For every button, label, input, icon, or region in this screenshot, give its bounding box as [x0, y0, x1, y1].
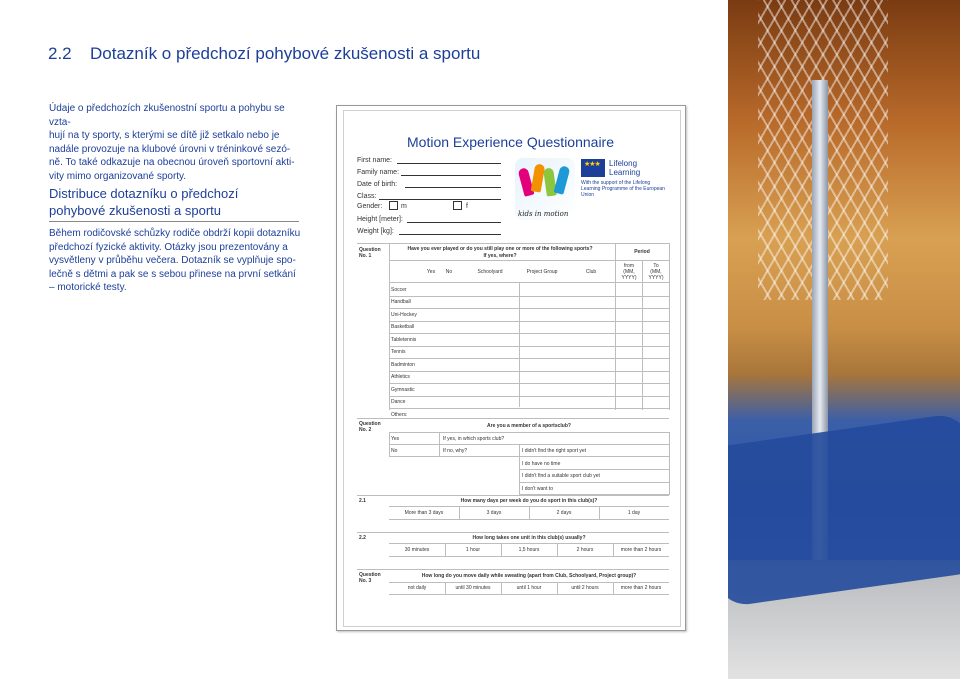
col-club: Club [585, 269, 597, 275]
section-heading [49, 186, 299, 222]
q21-label: 2.1 [359, 498, 366, 504]
field-label: Date of birth: [357, 181, 398, 188]
height-field [357, 216, 403, 223]
table-rule [389, 308, 669, 309]
table-rule [669, 243, 670, 410]
intro-line: nadále provozuje na klubové úrovni v tréninkové sezó- [49, 143, 291, 155]
questionnaire-title: Motion Experience Questionnaire [407, 134, 615, 150]
family-name-line[interactable] [401, 175, 501, 176]
col-from: from (MM, YYYY) [621, 263, 637, 281]
answer-option[interactable]: 30 minutes [404, 547, 430, 553]
questionnaire-sheet [336, 105, 686, 631]
lifelong-support-text: With the support of the Lifelong Learning Programme of the European Union [581, 180, 665, 198]
table-rule [389, 582, 669, 583]
q2-question: Are you a member of a sportsclub? [487, 423, 571, 429]
answer-option[interactable]: More than 3 days [404, 510, 444, 516]
section-body [49, 227, 301, 295]
intro-line: Údaje o předchozích zkušenostní sportu a pohybu se vzta- [49, 103, 285, 128]
sport-row-label: Basketball [391, 324, 415, 330]
answer-option[interactable]: more than 2 hours [620, 585, 662, 591]
answer-option[interactable]: 3 days [486, 510, 502, 516]
body-line: – motorické testy. [49, 282, 127, 294]
table-rule [389, 594, 669, 595]
table-rule [613, 582, 614, 594]
body-line: předchozí fyzické aktivity. Otázky jsou prezentovány a [49, 241, 288, 253]
sport-row-label: Badminton [391, 361, 415, 368]
sport-row-label: Dance [391, 399, 406, 405]
date-of-birth-line[interactable] [405, 187, 501, 188]
table-rule [389, 333, 669, 334]
table-rule [389, 371, 669, 372]
gender-m-label: m [401, 203, 407, 210]
q22-label: 2.2 [359, 535, 366, 541]
table-rule [501, 544, 502, 556]
q21-question: How many days per week do you do sport in this club(s)? [460, 498, 598, 504]
kids-in-motion-logo [515, 158, 575, 220]
first-name-field [357, 157, 392, 164]
sport-row-label: Soccer [391, 286, 407, 293]
col-no: No [445, 269, 453, 275]
figure-orange [531, 163, 546, 192]
q2-reason: I didn't find the right sport yet [522, 448, 587, 454]
gender-m-checkbox[interactable] [389, 201, 398, 210]
table-rule [599, 507, 600, 519]
answer-option[interactable]: until 2 hours [571, 585, 599, 591]
q2-no-text: If no, why? [443, 448, 468, 454]
sport-row-label: Athletics [391, 374, 410, 380]
lifelong-line: Lifelong [609, 159, 638, 168]
table-rule [357, 495, 669, 496]
answer-option[interactable]: until 30 minutes [455, 585, 491, 591]
q1-label-line1: Question [359, 247, 381, 253]
body-line: lečně s dětmi a pak se s sebou přinese na první setkání [49, 268, 296, 280]
sport-row-label: Others: [391, 411, 408, 418]
logo-caption: kids in motion [518, 210, 569, 218]
field-label: Gender: [357, 203, 383, 210]
table-rule [389, 519, 669, 520]
body-line: Během rodičovské schůzky rodiče obdrží kopii dotazníku [49, 228, 301, 239]
first-name-line[interactable] [397, 163, 501, 164]
q2-no: No [391, 448, 398, 454]
table-rule [519, 469, 669, 470]
table-rule [389, 556, 669, 557]
col-project-group: Project Group [526, 269, 558, 275]
table-rule [389, 358, 669, 359]
table-rule [389, 543, 669, 544]
table-rule [389, 432, 669, 433]
table-rule [389, 383, 669, 384]
weight-field [357, 228, 394, 235]
answer-option[interactable]: more than 2 hours [620, 547, 662, 553]
col-schoolyard: Schoolyard [477, 269, 503, 275]
q1-period-header: Period [634, 249, 650, 255]
answer-option[interactable]: not daily [407, 585, 427, 591]
intro-paragraph [49, 102, 301, 184]
q2-label-line2: No. 2 [359, 427, 372, 433]
q2-reason: I do have no time [522, 461, 561, 467]
class-line[interactable] [379, 199, 501, 200]
q3-question: How long do you move daily while sweating (apart from Club, Schoolyard, Project group)? [421, 573, 637, 579]
sport-row-label: Tabletennis [391, 336, 417, 343]
q22-question: How long takes one unit in this club(s) usually? [472, 535, 586, 541]
field-label: Weight [kg]: [357, 228, 394, 235]
answer-option[interactable]: 1 hour [465, 547, 481, 553]
heading-line: Distribuce dotazníku o předchozí [49, 186, 239, 201]
table-rule [439, 432, 440, 457]
table-rule [529, 507, 530, 519]
table-rule [445, 544, 446, 556]
gender-f-checkbox[interactable] [453, 201, 462, 210]
section-title: Dotazník o předchozí pohybové zkušenosti a sportu [90, 44, 481, 63]
table-rule [389, 243, 390, 410]
gender-field [357, 203, 468, 210]
family-name-field [357, 169, 399, 176]
table-rule [389, 444, 669, 445]
answer-option[interactable]: 2 days [556, 510, 572, 516]
eu-flag-icon: ★★★ [581, 159, 605, 177]
sport-row-label: Tennis [391, 349, 406, 355]
sport-row-label: Uni-Hockey [391, 311, 417, 318]
q2-reason: I didn't find a suitable sport club yet [522, 473, 600, 479]
table-rule [501, 582, 502, 594]
lifelong-line: Learning [609, 168, 641, 177]
table-rule [389, 456, 669, 457]
section-number: 2.2 [48, 44, 72, 63]
table-rule [389, 260, 669, 261]
q2-yes-text: If yes, in which sports club? [443, 436, 505, 442]
table-rule [519, 482, 669, 483]
sports-hall-photo [728, 0, 960, 679]
sport-row-label: Gymnastic [391, 386, 415, 393]
blue-mat [728, 412, 960, 608]
answer-option[interactable]: 2 hours [576, 547, 594, 553]
answer-option[interactable]: 1,5 hours [518, 547, 540, 553]
col-to: To (MM, YYYY) [648, 263, 664, 281]
figure-blue [554, 165, 571, 195]
q2-yes: Yes [391, 436, 400, 442]
table-rule [389, 408, 669, 409]
field-label: Height [meter]: [357, 216, 403, 223]
table-rule [357, 532, 669, 533]
lifelong-learning-title [609, 159, 640, 177]
q1-label-line2: No. 1 [359, 253, 372, 259]
answer-option[interactable]: until 1 hour [516, 585, 542, 591]
table-rule [459, 507, 460, 519]
q2-reason: I don't want to [522, 486, 553, 492]
table-rule [557, 544, 558, 556]
table-rule [389, 396, 669, 397]
field-label: First name: [357, 157, 393, 164]
table-rule [389, 346, 669, 347]
weight-line[interactable] [399, 234, 501, 235]
sport-row-label: Handball [391, 299, 411, 305]
date-of-birth-field [357, 181, 397, 188]
intro-line: ně. To také odkazuje na obecnou úroveň sportovní akti- [49, 157, 295, 169]
table-rule [389, 296, 669, 297]
page-title [48, 44, 480, 64]
q2-label-line1: Question [359, 421, 381, 427]
field-label: Class: [357, 193, 377, 200]
gender-f-label: f [466, 203, 468, 210]
q1-question: Have you ever played or do you still play one or more of the following sports? [407, 246, 593, 252]
body-line: vysvětleny v průběhu večera. Dotazník se vyplňuje spo- [49, 255, 296, 267]
table-rule [613, 544, 614, 556]
class-field [357, 193, 376, 200]
table-rule [389, 432, 390, 457]
table-rule [389, 321, 669, 322]
table-rule [357, 243, 669, 244]
table-rule [669, 432, 670, 495]
field-label: Family name: [357, 169, 400, 176]
table-rule [557, 582, 558, 594]
table-rule [445, 582, 446, 594]
table-rule [389, 282, 669, 283]
answer-option[interactable]: 1 day [627, 510, 641, 516]
table-rule [357, 569, 669, 570]
table-rule [519, 282, 520, 407]
height-line[interactable] [407, 222, 501, 223]
table-rule [357, 418, 669, 419]
q3-label-line1: Question [359, 572, 381, 578]
heading-line: pohybové zkušenosti a sportu [49, 202, 221, 218]
intro-line: vity mimo organizované sporty. [49, 170, 187, 182]
intro-line: hují na ty sporty, s kterými se dítě již setkalo nebo je [49, 130, 280, 142]
q1-question-where: If yes, where? [483, 253, 517, 259]
q3-label-line2: No. 3 [359, 578, 372, 584]
col-yes: Yes [426, 269, 436, 275]
